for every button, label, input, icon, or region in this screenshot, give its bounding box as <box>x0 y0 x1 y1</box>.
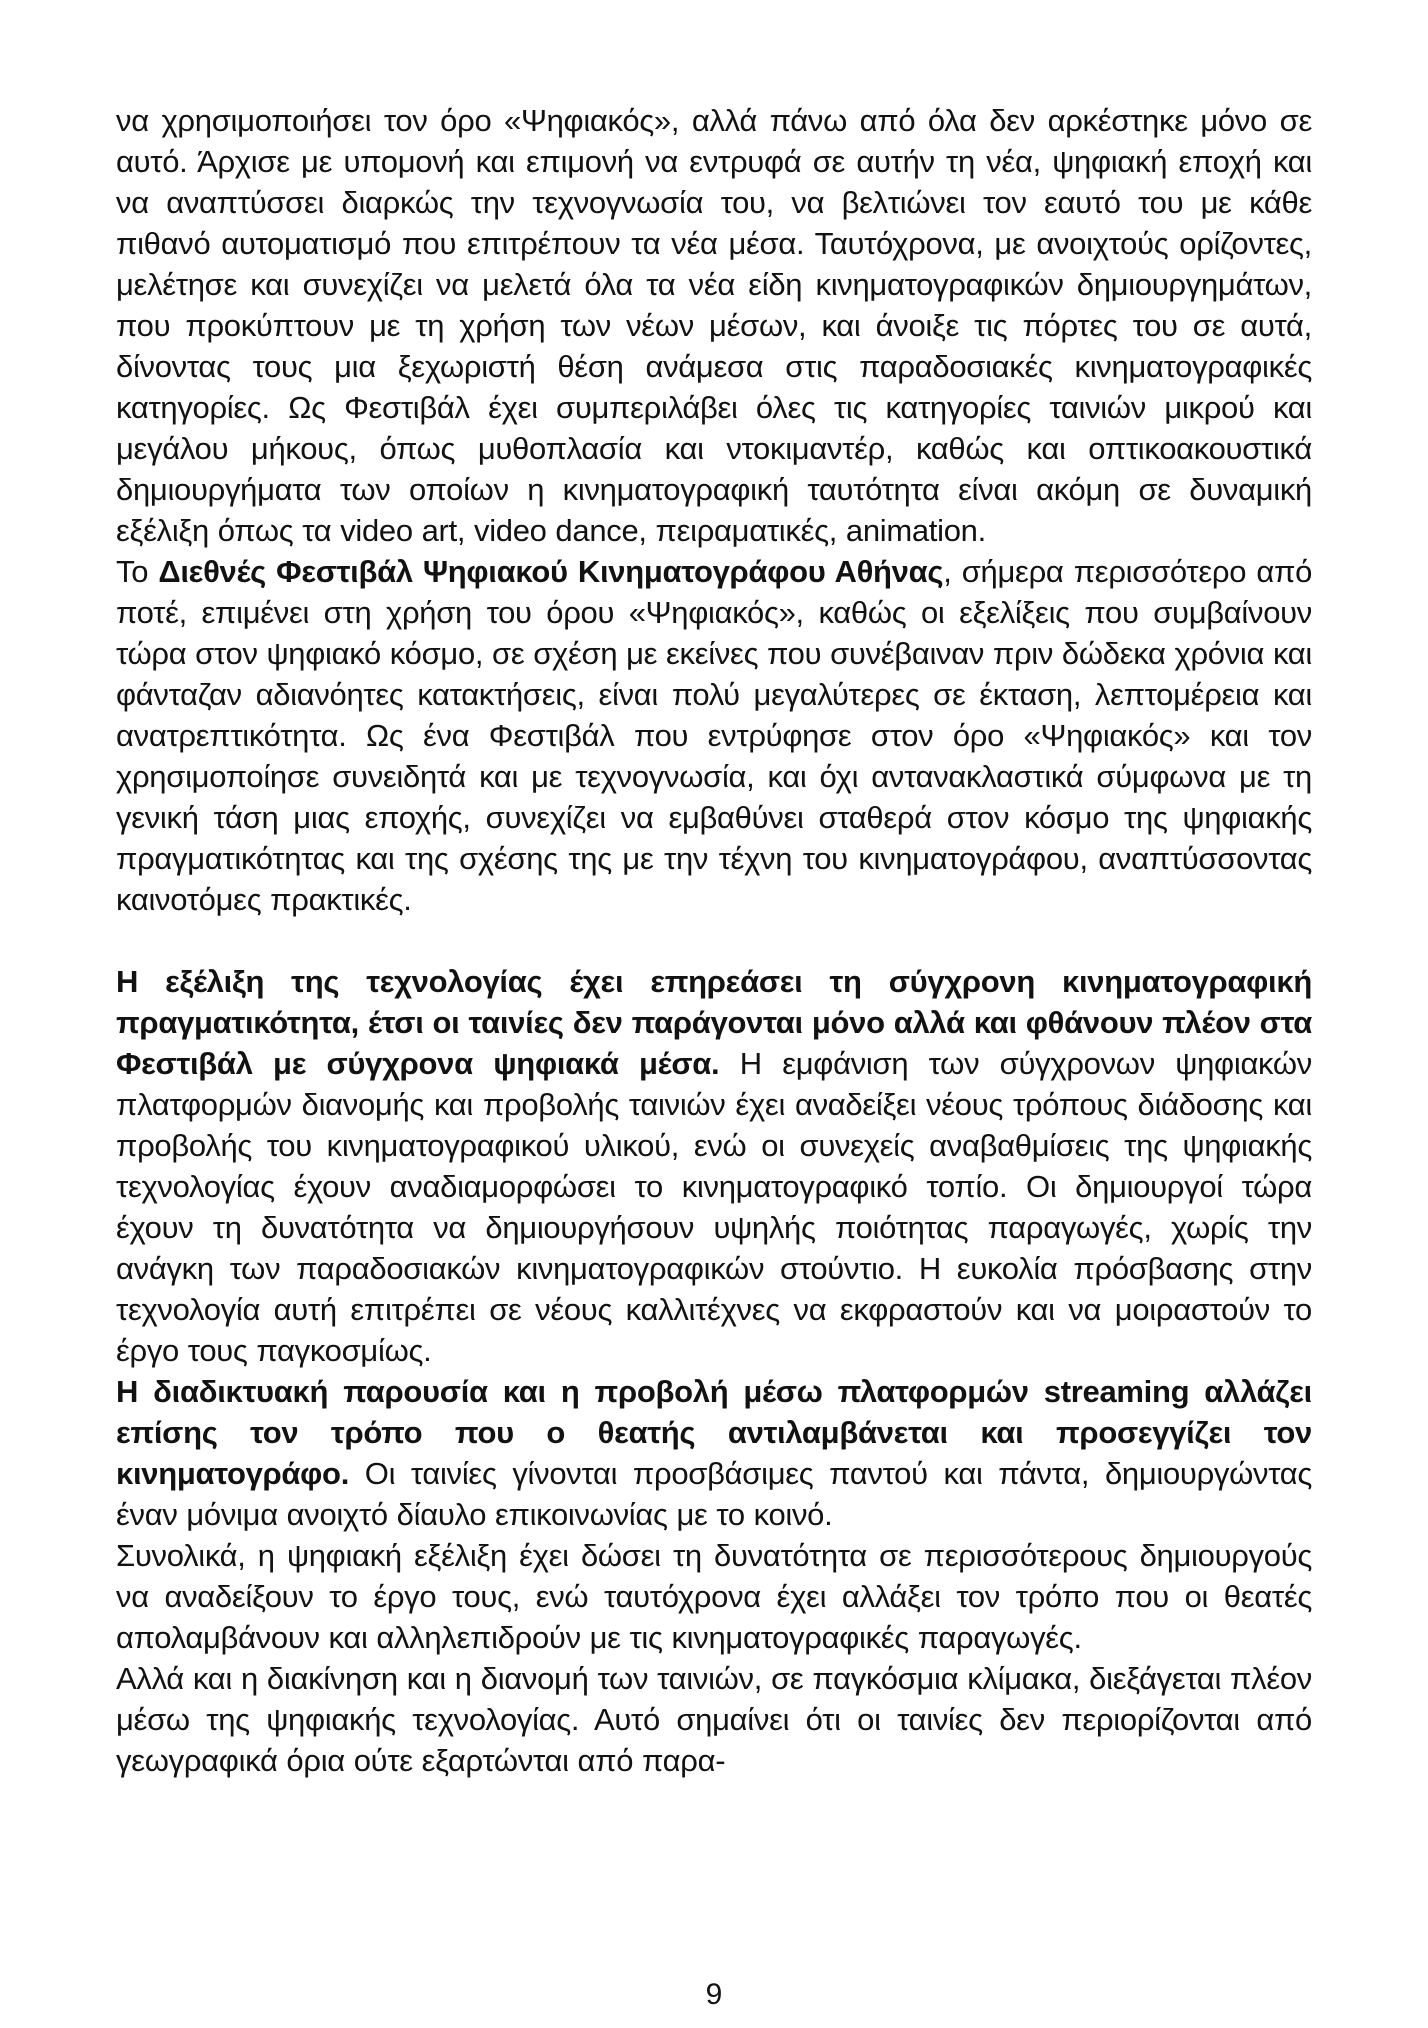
paragraph-streaming-bold-lead: Η διαδικτυακή παρουσία και η προβολή μέσω πλατφορμών streaming αλλάζει επίσης τον τρόπο που ο θεατής αντιλαμβάνεται και προσεγγίζει τον κινηματογράφο. <box>116 1374 1312 1491</box>
paragraph-festival-lead: Το <box>116 554 159 589</box>
paragraph-streaming <box>116 1371 1312 1535</box>
page-number: 9 <box>705 1978 723 2011</box>
paragraph-continuation: να χρησιμοποιήσει τον όρο «Ψηφιακός», αλλά πάνω από όλα δεν αρκέστηκε μόνο σε αυτό. Άρχισε με υπομονή και επιμονή να εντρυφά σε αυτήν τη νέα, ψηφιακή εποχή και να αναπτύσσει διαρκώς την τεχνογνωσία του, να βελτιώνει τον εαυτό του με κάθε πιθανό αυτοματισμό που επιτρέπουν τα νέα μέσα. Ταυτόχρονα, με ανοιχτούς ορίζοντες, μελέτησε και συνεχίζει να μελετά όλα τα νέα είδη κινηματογραφικών δημιουργημάτων, που προκύπτουν με τη χρήση των νέων μέσων, και άνοιξε τις πόρτες του σε αυτά, δίνοντας τους μια ξεχωριστή θέση ανάμεσα στις παραδοσιακές κινηματογραφικές κατηγορίες. Ως Φεστιβάλ έχει συμπεριλάβει όλες τις κατηγορίες ταινιών μικρού και μεγάλου μήκους, όπως μυθοπλασία και ντοκιμαντέρ, καθώς και οπτικοακουστικά δημιουργήματα των οποίων η κινηματογραφική ταυτότητα είναι ακόμη σε δυναμική εξέλιξη όπως τα video art, video dance, πειραματικές, animation. <box>116 103 1312 548</box>
paragraph-streaming-rest: Οι ταινίες γίνονται προσβάσιμες παντού και πάντα, δημιουργώντας έναν μόνιμα ανοιχτό δίαυλο επικοινωνίας με το κοινό. <box>116 1456 1312 1532</box>
page-text <box>116 100 1312 1781</box>
paragraph-technology-rest: Η εμφάνιση των σύγχρονων ψηφιακών πλατφορμών διανομής και προβολής ταινιών έχει αναδείξει νέους τρόπους διάδοσης και προβολής του κινηματογραφικού υλικού, ενώ οι συνεχείς αναβαθμίσεις της ψηφιακής τεχνολογίας έχουν αναδιαμορφώσει το κινηματογραφικό τοπίο. Οι δημιουργοί τώρα έχουν τη δυνατότητα να δημιουργήσουν υψηλής ποιότητας παραγωγές, χωρίς την ανάγκη των παραδοσιακών κινηματογραφικών στούντιο. Η ευκολία πρόσβασης στην τεχνολογία αυτή επιτρέπει σε νέους καλλιτέχνες να εκφραστούν και να μοιραστούν το έργο τους παγκοσμίως. <box>116 1046 1312 1368</box>
paragraph-summary: Συνολικά, η ψηφιακή εξέλιξη έχει δώσει τη δυνατότητα σε περισσότερους δημιουργούς να αναδείξουν το έργο τους, ενώ ταυτόχρονα έχει αλλάξει τον τρόπο που οι θεατές απολαμβάνουν και αλληλεπιδρούν με τις κινηματογραφικές παραγωγές. <box>116 1538 1312 1655</box>
paragraph-festival-rest: , σήμερα περισσότερο από ποτέ, επιμένει στη χρήση του όρου «Ψηφιακός», καθώς οι εξελίξεις που συμβαίνουν τώρα στον ψηφιακό κόσμο, σε σχέση με εκείνες που συνέβαιναν πριν δώδεκα χρόνια και φάνταζαν αδιανόητες κατακτήσεις, είναι πολύ μεγαλύτερες σε έκταση, λεπτομέρεια και ανατρεπτικότητα. Ως ένα Φεστιβάλ που εντρύφησε στον όρο «Ψηφιακός» και τον χρησιμοποίησε συνειδητά και με τεχνογνωσία, και όχι αντανακλαστικά σύμφωνα με τη γενική τάση μιας εποχής, συνεχίζει να εμβαθύνει σταθερά στον κόσμο της ψηφιακής πραγματικότητας και της σχέσης της με την τέχνη του κινηματογράφου, αναπτύσσοντας καινοτόμες πρακτικές. <box>116 554 1313 917</box>
festival-name-bold: Διεθνές Φεστιβάλ Ψηφιακού Κινηματογράφου Αθήνας <box>158 554 944 589</box>
paragraph-technology-bold-lead: Η εξέλιξη της τεχνολογίας έχει επηρεάσει τη σύγχρονη κινηματογραφική πραγματικότητα, έτσι οι ταινίες δεν παράγονται μόνο αλλά και φθάνουν πλέον στα Φεστιβάλ με σύγχρονα ψηφιακά μέσα. <box>116 964 1312 1081</box>
paragraph-technology <box>116 961 1312 1371</box>
paragraph-festival <box>116 551 1312 920</box>
paragraph-distribution: Αλλά και η διακίνηση και η διανομή των ταινιών, σε παγκόσμια κλίμακα, διεξάγεται πλέον μέσω της ψηφιακής τεχνολογίας. Αυτό σημαίνει ότι οι ταινίες δεν περιορίζονται από γεωγραφικά όρια ούτε εξαρτώνται από παρα- <box>116 1661 1312 1778</box>
